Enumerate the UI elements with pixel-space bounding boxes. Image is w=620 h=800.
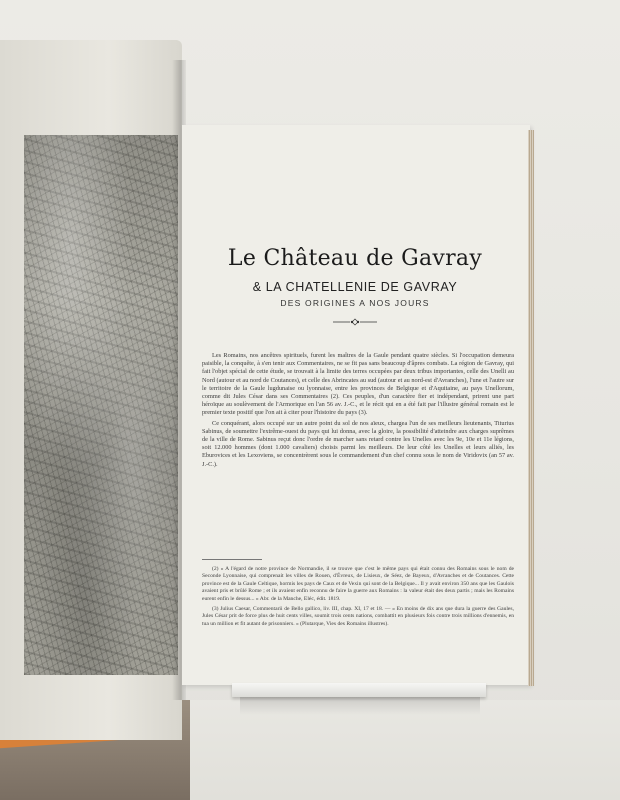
- fleuron-ornament-icon: [333, 318, 377, 326]
- footnote: (2) « A l'égard de notre province de Normandie, il se trouve que c'est le même pays qui était connu des Romains sous le nom de Seconde Lyonnaise, qui comprenait les villes de Rouen, d'Évreux, de Lisieux, de Séez, de Bayeux, d'Avranches et de Coutances. Cette province est de la Gaule Celtique, hormis les pays de Caux et de Vexin qui sont de la Belgique... Il y avait environ 350 ans que les Gaulois avaient pris et brûlé Rome ; et ils avaient enfin reconnu de faire la guerre aux Romains : la valeur était des deux partis ; mais les Romains eurent enfin le dessus... » Abr. de la Manche, Eléc, édit. 1819.: [202, 566, 514, 602]
- page-subtitle: & LA CHATELLENIE DE GAVRAY: [252, 280, 458, 294]
- body-paragraph: Les Romains, nos ancêtres spirituels, furent les maîtres de la Gaule pendant quatre siècles. Si l'occupation demeura paisible, la conquête, à s'en tenir aux Commentaires, ne se fit pas sans beaucoup d'âpres combats. La région de Gavray, qui fait l'objet spécial de cette étude, se trouvait à la limite des terres occupées par deux tribus importantes, celle des Unelli au Nord (autour et au nord de Coutances), et celle des Abrincates au sud (autour et au nord-est d'Avranches), l'une et l'autre sur le territoire de la Gaule lugdunaise ou lyonnaise, entre les provinces de Belgique et d'Aquitaine, au pays Unellorum, comme dit Jules César dans ses Commentaires (2). Ces peuples, d'un caractère fier et indépendant, prirent une part héroïque au soulèvement de l'Armorique en l'an 56 av. J.-C., et le récit qui en a été fait par l'illustre général romain est le premier texte positif que l'on ait à citer pour l'histoire du pays (3).: [202, 352, 514, 417]
- book-stand-shadow: [240, 697, 480, 715]
- footnote: (3) Julius Caesar, Commentarii de Bello gallico, liv. III, chap. XI, 17 et 18. — « En moins de dix ans que dura la guerre des Gaules, Jules César prit de force plus de huit cents villes, soumit trois cents nations, combattit en plusieurs fois contre trois millions d'ennemis, en tua un million et fit autant de prisonniers. » (Plutarque, Vies des Romains illustres).: [202, 606, 514, 627]
- footnotes: [202, 566, 514, 628]
- map-plate-image: [24, 135, 178, 675]
- book-stand: [232, 683, 486, 697]
- page-subtitle-secondary: DES ORIGINES A NOS JOURS: [280, 298, 430, 308]
- footnote-divider: [202, 559, 262, 560]
- page-edge: [528, 130, 534, 686]
- page-title: Le Château de Gavray: [227, 246, 483, 271]
- body-text: [202, 352, 514, 469]
- body-paragraph: Ce conquérant, alors occupé sur un autre point du sol de nos aïeux, chargea l'un de ses meilleurs lieutenants, Titurius Sabinus, de soumettre l'extrême-ouest du pays qui lui donna, avec la gloire, la possibilité d'atteindre aux charges suprêmes de la ville de Rome. Sabinus reçut donc l'ordre de marcher sans retard contre les Unelles avec les 9e, 10e et 11e légions, soit 12.000 hommes (dont 1.000 cavaliers) choisis parmi les meilleurs. De leur côté les Unelles et leurs alliés, les Eburovices et les Lexoviens, se concentrèrent sous le commandement d'un chef connu sous le nom de Viridovix (an 57 av. J.-C.).: [202, 419, 514, 468]
